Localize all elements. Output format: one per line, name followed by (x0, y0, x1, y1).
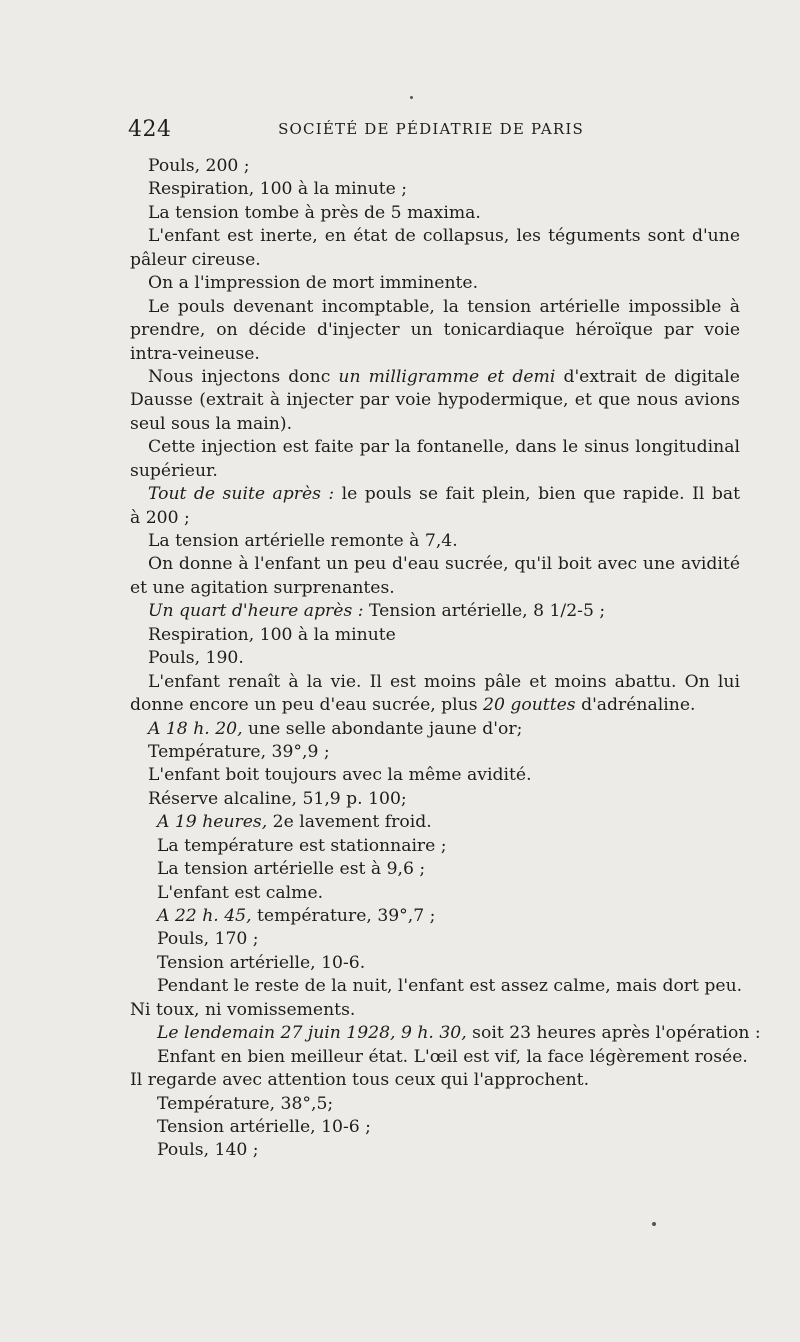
text-line: Enfant en bien meilleur état. L'œil est vif, la face légèrement rosée. (157, 1046, 748, 1067)
text-line: La tension artérielle remonte à 7,4. (148, 531, 458, 551)
text-line: à 200 ; (130, 507, 190, 528)
text-line: Un quart d'heure après : Tension artérielle, 8 1/2-5 ; (148, 601, 606, 622)
text-line: La température est stationnaire ; (157, 835, 447, 856)
text-line: Le pouls devenant incomptable, la tension artérielle impossible à (148, 296, 740, 317)
text-line: Tout de suite après : le pouls se fait plein, bien que rapide. Il bat (148, 484, 740, 505)
text-line: supérieur. (130, 460, 218, 481)
text-line: L'enfant est inerte, en état de collapsus, les téguments sont d'une (148, 226, 740, 247)
text-line: Ni toux, ni vomissements. (130, 999, 356, 1020)
text-line: Température, 38°,5; (157, 1093, 334, 1114)
text-line: On a l'impression de mort imminente. (148, 273, 479, 294)
text-line: Nous injectons donc un milligramme et demi d'extrait de digitale (148, 366, 740, 387)
text-line: L'enfant est calme. (157, 882, 324, 903)
text-line: Pouls, 200 ; (148, 156, 250, 176)
text-line: Il regarde avec attention tous ceux qui l'approchent. (130, 1070, 590, 1091)
text-line: intra-veineuse. (130, 343, 260, 364)
page-number: 424 (128, 117, 172, 142)
text-line: Pouls, 170 ; (157, 929, 259, 950)
text-line: Dausse (extrait à injecter par voie hypodermique, et que nous avions (130, 390, 740, 411)
text-line: Le lendemain 27 juin 1928, 9 h. 30, soit 23 heures après l'opération : (157, 1023, 761, 1044)
text-line: La tension tombe à près de 5 maxima. (148, 202, 481, 223)
text-line: A 18 h. 20, une selle abondante jaune d'or; (148, 718, 523, 739)
text-line: Température, 39°,9 ; (148, 741, 330, 762)
text-line: Pendant le reste de la nuit, l'enfant est assez calme, mais dort peu. (157, 976, 743, 997)
text-line: La tension artérielle est à 9,6 ; (157, 859, 426, 880)
text-line: et une agitation surprenantes. (130, 577, 395, 598)
text-line: Respiration, 100 à la minute (148, 624, 396, 645)
body-text (130, 155, 761, 1163)
text-line: Respiration, 100 à la minute ; (148, 179, 408, 200)
text-line: donne encore un peu d'eau sucrée, plus 20 gouttes d'adrénaline. (130, 695, 696, 716)
page-header (128, 117, 584, 143)
text-line: A 19 heures, 2e lavement froid. (157, 812, 432, 833)
text-line: L'enfant renaît à la vie. Il est moins pâle et moins abattu. On lui (148, 671, 740, 692)
text-line: pâleur cireuse. (130, 249, 261, 270)
running-title: SOCIÉTÉ DE PÉDIATRIE DE PARIS (278, 120, 584, 138)
text-line: Tension artérielle, 10-6 ; (157, 1116, 371, 1137)
text-line: Tension artérielle, 10-6. (157, 952, 366, 973)
text-line: prendre, on décide d'injecter un tonicardiaque héroïque par voie (130, 320, 740, 341)
text-line: Pouls, 140 ; (157, 1140, 259, 1161)
text-line: seul sous la main). (130, 413, 293, 434)
text-line: L'enfant boit toujours avec la même avidité. (148, 765, 532, 786)
text-line: Pouls, 190. (148, 648, 244, 669)
text-line: Cette injection est faite par la fontanelle, dans le sinus longitudinal (148, 437, 740, 458)
text-line: On donne à l'enfant un peu d'eau sucrée, qu'il boit avec une avidité (148, 554, 740, 575)
ink-speck (652, 1222, 656, 1226)
text-line: A 22 h. 45, température, 39°,7 ; (157, 906, 436, 926)
text-line: Réserve alcaline, 51,9 p. 100; (148, 788, 407, 809)
ink-speck (410, 96, 413, 99)
